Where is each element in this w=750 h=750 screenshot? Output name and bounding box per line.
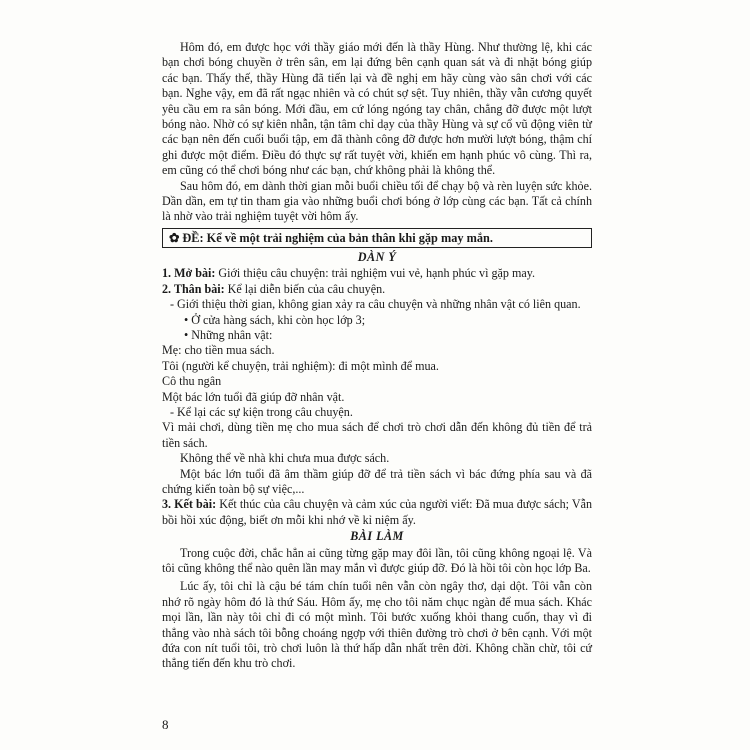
than-bai-bullet-place: • Ở cửa hàng sách, khi còn học lớp 3;: [184, 312, 366, 327]
outline-mo-bai: [162, 266, 592, 281]
assignment-title-box: ✿ ĐỀ: Kể về một trải nghiệm của bản thân khi gặp may mắn.: [162, 228, 592, 248]
than-bai-events-line: - Kể lại các sự kiện trong câu chuyện.: [170, 404, 353, 419]
event-3: Một bác lớn tuổi đã âm thầm giúp đỡ để trả tiền sách vì bác đứng phía sau và đã chứng kiến toàn bộ sự việc,...: [162, 466, 592, 496]
than-bai-intro-line: - Giới thiệu thời gian, không gian xảy ra câu chuyện và những nhân vật có liên quan.: [170, 297, 581, 312]
outline-heading: DÀN Ý: [357, 249, 397, 264]
character-cashier: Cô thu ngân: [162, 374, 222, 389]
mo-bai-label: 1. Mở bài:: [162, 266, 216, 281]
page-content: [162, 40, 592, 675]
intro-paragraph-2: Sau hôm đó, em dành thời gian mỗi buổi chiều tối để chạy bộ và rèn luyện sức khỏe. Dần dần, em tự tin tham gia vào những buổi chơi bóng ở lớp cùng các bạn. Tất cả chính là nhờ vào trải nghiệm tuyệt vời hôm ấy.: [162, 178, 592, 224]
character-elder: Một bác lớn tuổi đã giúp đỡ nhân vật.: [162, 389, 345, 404]
outline-ket-bai: [162, 497, 592, 528]
than-bai-label: 2. Thân bài:: [162, 281, 225, 296]
event-1: Vì mải chơi, dùng tiền mẹ cho mua sách để chơi trò chơi dẫn đến không đủ tiền để trả tiền sách.: [162, 420, 592, 450]
character-mother: Mẹ: cho tiền mua sách.: [162, 343, 275, 358]
essay-heading: BÀI LÀM: [350, 529, 404, 544]
essay-paragraph-2: Lúc ấy, tôi chỉ là cậu bé tám chín tuổi nên vẫn còn ngây thơ, dại dột. Tôi vẫn còn nhớ rõ ngày hôm đó là thứ Sáu. Hôm ấy, mẹ cho tôi năm chục ngàn để mua sách. Khác mọi lần, lần này tôi chỉ đi có một mình. Tôi bước xuống khỏi thang cuốn, thay vì đi thẳng vào nhà sách tôi bỗng choáng ngợp với thiên đường trò chơi ở bên cạnh. Với một đứa con nít tuổi tôi, trò chơi luôn là thứ hấp dẫn nhất trên đời. Không chần chừ, tôi cứ thẳng tiến đến khu trò chơi.: [162, 579, 592, 671]
character-narrator: Tôi (người kể chuyện, trải nghiệm): đi một mình để mua.: [162, 358, 439, 373]
page-number: 8: [162, 717, 169, 732]
than-bai-text: Kể lại diễn biến của câu chuyện.: [224, 281, 386, 296]
essay-paragraph-1: Trong cuộc đời, chắc hẳn ai cũng từng gặp may đôi lần, tôi cũng không ngoại lệ. Và tôi cũng không thể nào quên lần may mắn vì được giúp đỡ. Đó là hồi tôi còn học lớp Ba.: [162, 545, 592, 575]
mo-bai-text: Giới thiệu câu chuyện: trải nghiệm vui vẻ, hạnh phúc vì gặp may.: [215, 266, 536, 281]
intro-paragraph-1: Hôm đó, em được học với thầy giáo mới đến là thầy Hùng. Như thường lệ, khi các bạn chơi bóng chuyền ở trên sân, em lại đứng bên cạnh quan sát và đi nhặt bóng giúp các bạn. Thấy thế, thầy Hùng đã tiến lại và đề nghị em hãy cùng vào sân chơi với các bạn. Nghe vậy, em đã rất ngạc nhiên và có chút sợ sệt. Tuy nhiên, thầy vẫn cương quyết yêu cầu em ra sân bóng. Mới đầu, em cứ lóng ngóng tay chân, chẳng đỡ được một lượt bóng nào. Nhờ có sự kiên nhẫn, tận tâm chỉ dạy của thầy Hùng và sự cổ vũ động viên từ các bạn nên đến cuối buổi tập, em đã thành công đỡ được hơn mười lượt bóng, thậm chí ghi được một điểm. Điều đó thực sự rất tuyệt vời, khiến em hạnh phúc vô cùng. Thì ra, em cũng có thể chơi bóng như các bạn, chứ không phải là không thể.: [162, 40, 592, 178]
ket-bai-text: Kết thúc của câu chuyện và cảm xúc của người viết: Đã mua được sách; Vẫn bồi hồi xúc động, biết ơn mỗi khi nhớ về kỉ niệm ấy.: [162, 497, 592, 527]
ket-bai-label: 3. Kết bài:: [162, 497, 217, 512]
event-2: Không thể về nhà khi chưa mua được sách.: [180, 451, 390, 466]
than-bai-bullet-characters: • Những nhân vật:: [184, 327, 273, 342]
outline-than-bai: [162, 282, 592, 297]
